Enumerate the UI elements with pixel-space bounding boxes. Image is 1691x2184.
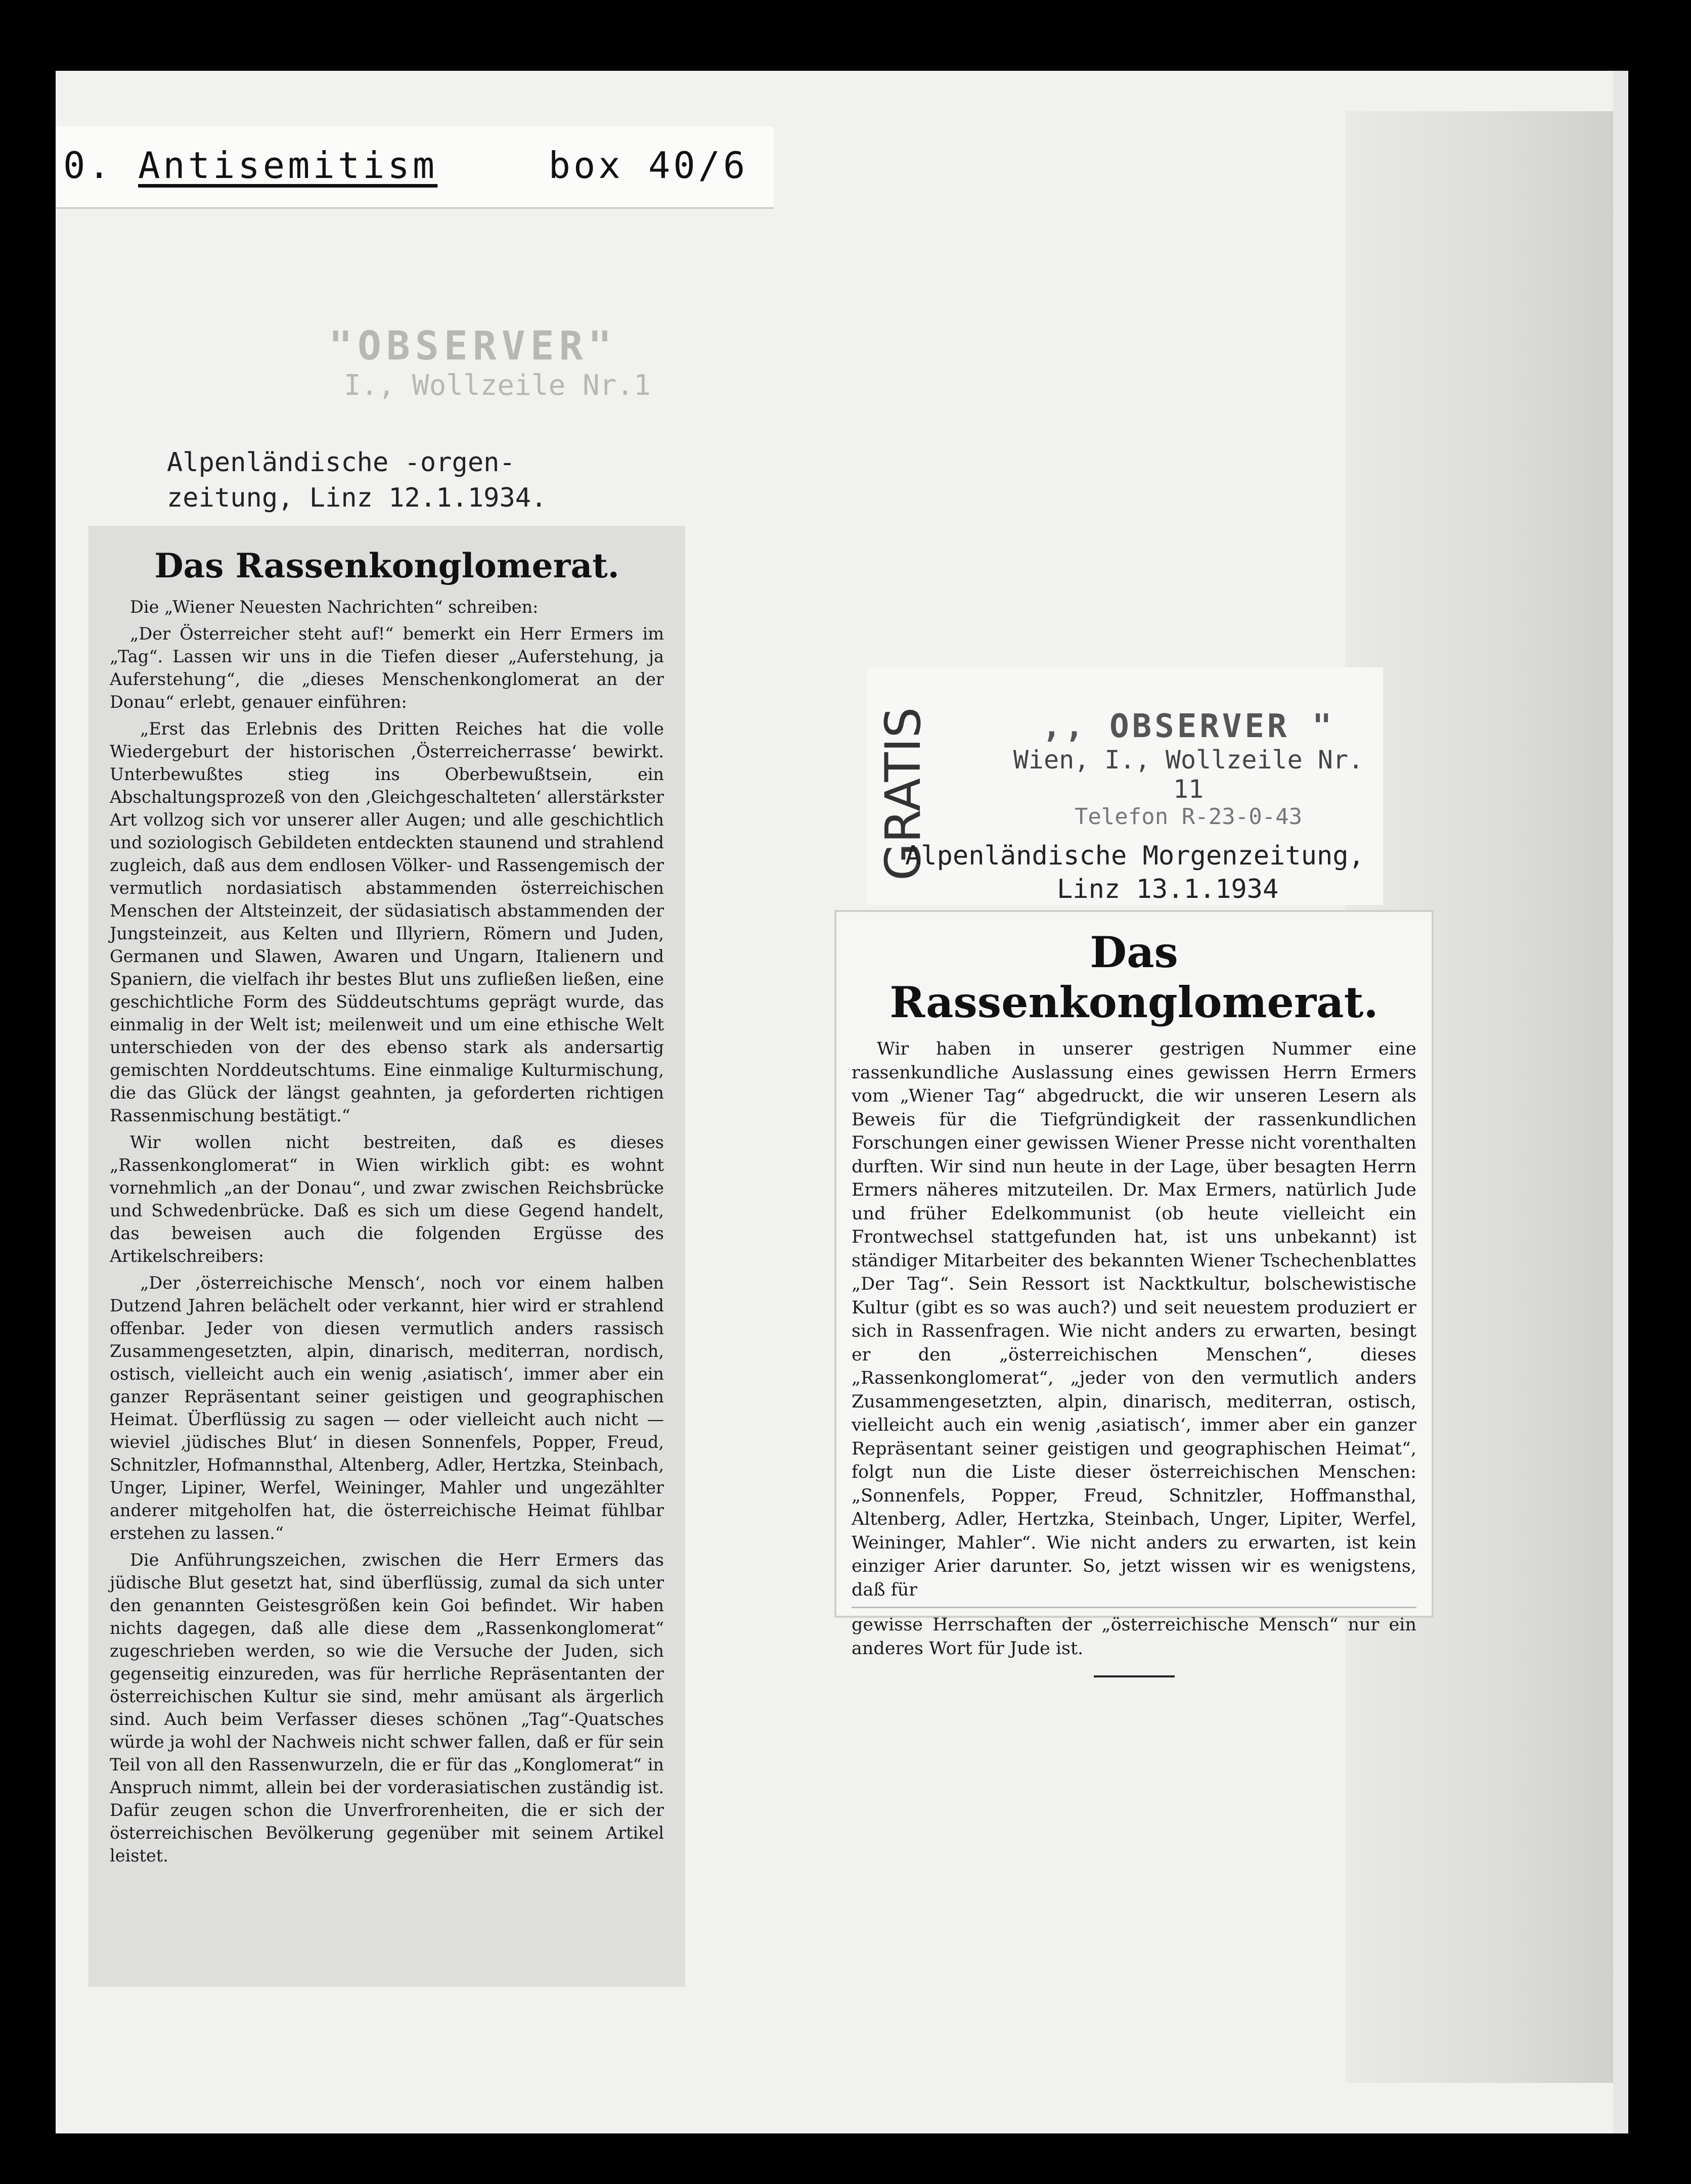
observer-stamp	[1006, 708, 1370, 830]
end-rule	[1094, 1675, 1175, 1677]
sheet-edge	[1613, 71, 1628, 2133]
article-paragraph: „Der ‚österreichische Mensch‘, noch vor einem halben Dutzend Jahren belächelt oder verkannt, hier wird er strahlend offenbar. Jeder von diesen vermutlich anders rassisch Zusammengesetzten, alpin, dinarisch, mediterran, nordisch, ostisch, vielleicht auch ein wenig ‚asiatisch‘, immer aber ein ganzer Repräsentant seiner geistigen und geographischen Heimat. Überflüssig zu sagen — oder vielleicht auch nicht — wieviel ‚jüdisches Blut‘ in diesen Sonnenfels, Popper, Freud, Schnitzler, Hofmannsthal, Altenberg, Adler, Hertzka, Steinbach, Unger, Lipiner, Werfel, Weininger, Mahler und ungezählter anderer mitgeholfen hat, die österreichische Heimat fühlbar erstehen zu lassen.“	[110, 1273, 664, 1543]
article-title: Das Rassenkonglomerat.	[889, 927, 1378, 1027]
box-label: box 40/6	[548, 144, 748, 187]
article-paragraph: Wir wollen nicht bestreiten, daß es dieses „Rassenkonglomerat“ in Wien wirklich gibt: es wohnt vornehmlich „an der Donau“, und zwar zwischen Reichsbrücke und Schwedenbrücke. Daß es sich um diese Gegend handelt, das beweisen auch die folgenden Ergüsse des Artikelschreibers:	[110, 1132, 664, 1266]
folder-label	[63, 144, 748, 187]
stamp-line: I., Wollzeile Nr.1	[344, 369, 651, 402]
stamp-line: Telefon R-23-0-43	[1074, 804, 1303, 830]
article-paragraph: „Erst das Erlebnis des Dritten Reiches hat die volle Wiedergeburt der historischen ‚Österreicherrasse‘ bewirkt. Unterbewußtes stieg ins Oberbewußtsein, ein Abschaltungsprozeß von den ‚Gleichgeschalteten‘ allerstärkster Art vollzog sich vor unserer aller Augen; und alle geschichtlich und soziologisch Gebildeten entdeckten staunend und strahlend zugleich, daß aus dem endlosen Völker- und Rassengemisch der vermutlich nordasiatisch abstammenden österreichischen Menschen der Altsteinzeit, der südasiatisch abstammenden der Jungsteinzeit, aus Kelten und Illyriern, Römern und Juden, Germanen und Slawen, Awaren und Ungarn, Italienern und Spaniern, die vielfach ihr bestes Blut uns zufließen ließen, eine geschichtliche Form des Süddeutschtums geprägt wurde, das einmalig in der Welt ist; meilenweit und um eine ethische Welt unterschieden von der des ebenso stark als andersartig gemischten Norddeutschtums. Eine einmalige Kulturmischung, die das Glück der längst geahnten, ja geforderten richtigen Rassenmischung bestätigt.“	[110, 719, 664, 1125]
article-body: Wir haben in unserer gestrigen Nummer eine rassenkundliche Auslassung eines gewissen Herrn Ermers vom „Wiener Tag“ abgedruckt, die wir unseren Lesern als Beweis für die Tiefgründigkeit der rassenkundlichen Forschungen einer gewissen Wiener Presse nicht vorenthalten durften. Wir sind nun heute in der Lage, über besagten Herrn Ermers näheres mitzuteilen. Dr. Max Ermers, natürlich Jude und früher Edelkommunist (ob heute vielleicht ein Frontwechsel stattgefunden hat, ist uns unbekannt) ist ständiger Mitarbeiter des bekannten Wiener Tschechenblattes „Der Tag“. Sein Ressort ist Nacktkultur, bolschewistische Kultur (gibt es so was auch?) und seit neuestem produziert er sich in Rassenfragen. Wie nicht anders zu erwarten, besingt er den „österreichischen Menschen“, dieses „Rassenkonglomerat“, „jeder von den vermutlich anders Zusammengesetzten, alpin, dinarisch, mediterran, ostisch, vielleicht auch ein wenig ‚asiatisch‘, immer aber ein ganzer Repräsentant seiner geistigen und geographischen Heimat“, folgt nun die Liste dieser österreichischen Menschen: „Sonnenfels, Popper, Freud, Schnitzler, Hoffmansthal, Altenberg, Adler, Hertzka, Steinbach, Unger, Lipiter, Werfel, Weininger, Mahler“. Wie nicht anders zu erwarten, ist kein einziger Arier darunter. So, jetzt wissen wir es wenigstens, daß für	[852, 1039, 1416, 1600]
article-paragraph: „Der Österreicher steht auf!“ bemerkt ein Herr Ermers im „Tag“. Lassen wir uns in die Tiefen dieser „Auferstehung, ja Auferstehung“, die „dieses Menschenkonglomerat an der Donau“ erlebt, genauer einführen:	[110, 624, 664, 712]
source-note-left	[167, 445, 622, 516]
source-line: Linz 13.1.1934	[1057, 874, 1279, 904]
topic-prefix: 0.	[63, 144, 113, 187]
topic-label: Antisemitism	[138, 144, 438, 187]
article-paragraph: Die Anführungszeichen, zwischen die Herr Ermers das jüdische Blut gesetzt hat, sind überflüssig, zumal da sich unter den genannten Geistesgrößen kein Goi befindet. Wir haben nichts dagegen, daß alle diese dem „Rassenkonglomerat“ zugeschrieben werden, so wie die Versuche der Juden, sich gegenseitig einzureden, was für herrliche Repräsentanten der österreichischen Kultur sie sind, mehr amüsant als ärgerlich sind. Auch beim Verfasser dieses schönen „Tag“-Quatsches würde ja wohl der Nachweis nicht schwer fallen, daß er für sein Teil von all den Rassenwurzeln, die er für das „Konglomerat“ in Anspruch nimmt, allein bei der vorderasiatischen zuständig ist. Dafür zeugen schon die Unverfrorenheiten, die er sich der österreichischen Bevölkerung gegenüber mit seinem Artikel leistet.	[110, 1550, 664, 1866]
source-line: Alpenländische -orgen-	[167, 447, 515, 478]
stamp-line: "OBSERVER"	[329, 324, 617, 369]
newspaper-clipping-left	[88, 526, 685, 1987]
gratis-stamp: GRATIS	[875, 707, 931, 881]
article-title: Das Rassenkonglomerat.	[154, 546, 619, 585]
stamp-line: Wien, I., Wollzeile Nr. 11	[1013, 745, 1364, 804]
article-paragraph: Die „Wiener Neuesten Nachrichten“ schreiben:	[130, 597, 539, 617]
article-tail: gewisse Herrschaften der „österreichische Mensch“ nur ein anderes Wort für Jude ist.	[852, 1607, 1416, 1660]
source-note-right	[905, 839, 1381, 906]
stamp-line: ,, OBSERVER "	[1042, 708, 1335, 745]
newspaper-clipping-right	[834, 910, 1434, 1659]
source-line: zeitung, Linz 12.1.1934.	[167, 483, 547, 513]
source-line: Alpenländische Morgenzeitung,	[905, 841, 1364, 871]
